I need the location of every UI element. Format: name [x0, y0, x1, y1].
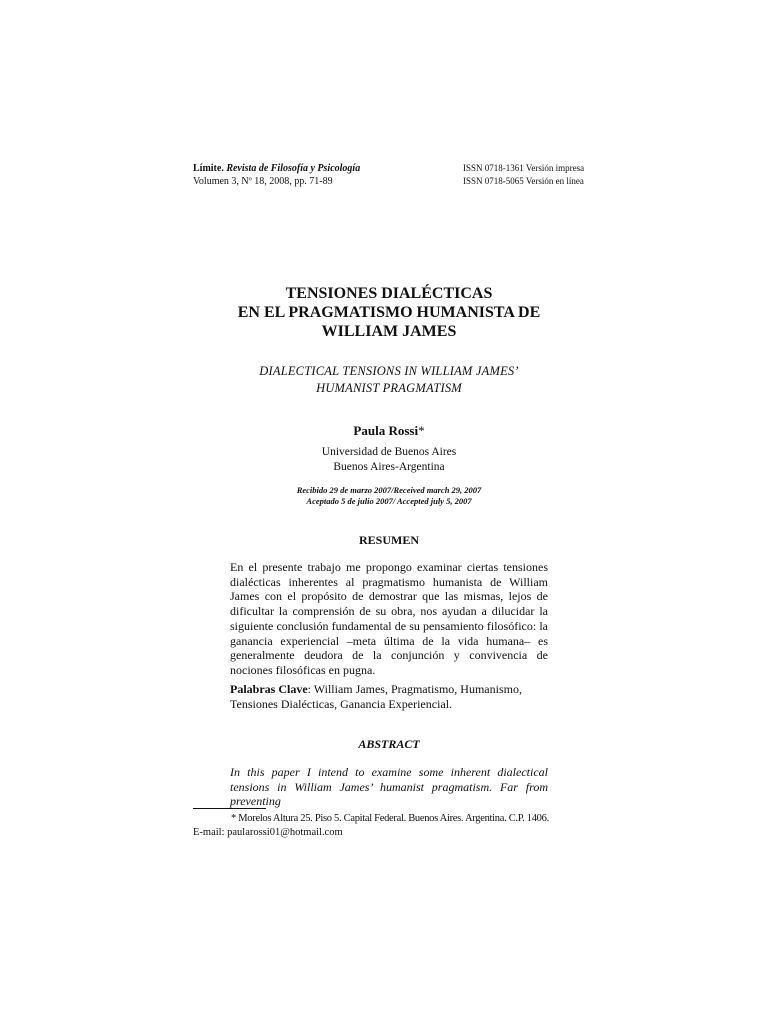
journal-citation	[193, 162, 458, 188]
title-en-line: DIALECTICAL TENSIONS IN WILLIAM JAMES’	[259, 364, 519, 378]
affiliation-line: Universidad de Buenos Aires	[321, 446, 457, 458]
keywords	[230, 682, 548, 711]
footnote-rule	[193, 808, 266, 809]
title-es-line: TENSIONES DIALÉCTICAS	[285, 285, 493, 302]
volume-line: Volumen 3, Nº 18, 2008, pp. 71-89	[193, 176, 333, 187]
title-es-line: WILLIAM JAMES	[321, 323, 457, 340]
title-english	[190, 363, 588, 397]
keywords-list: : William James, Pragmatismo, Humanismo, Tensiones Dialécticas, Ganancia Experiencial.	[230, 682, 522, 711]
author-name: Paula Rossi	[353, 423, 419, 438]
received-date: Recibido 29 de marzo 2007/Received march 29, 2007	[296, 485, 482, 495]
abstract-heading: ABSTRACT	[358, 737, 420, 751]
footnote	[193, 812, 593, 840]
resumen-body: En el presente trabajo me propongo examinar ciertas tensiones dialécticas inherentes al pragmatismo humanista de William James con el propósito de demostrar que las mismas, lejos de dificultar la comprensión de su obra, nos ayudan a dilucidar la siguiente conclusión fundamental de su pensamiento filosófico: la ganancia experiencial –meta última de la vida humana– es generalmente deudora de la conjunción y convivencia de nociones filosóficas en pugna.	[230, 560, 548, 677]
issn-block	[463, 162, 588, 188]
affiliation-line: Buenos Aires-Argentina	[333, 460, 445, 473]
submission-dates	[190, 485, 588, 507]
keywords-label: Palabras Clave	[230, 682, 308, 696]
footnote-email: E-mail: paularossi01@hotmail.com	[193, 827, 343, 838]
article-title-block	[190, 284, 588, 397]
title-en-line: HUMANIST PRAGMATISM	[316, 381, 462, 395]
journal-subtitle: Revista de Filosofía y Psicología	[226, 163, 361, 174]
title-es-line: EN EL PRAGMATISMO HUMANISTA DE	[237, 304, 541, 321]
resumen-heading: RESUMEN	[358, 533, 419, 547]
title-spanish	[190, 284, 588, 341]
footnote-address: * Morelos Altura 25. Piso 5. Capital Federal. Buenos Aires. Argentina. C.P. 1406.	[231, 813, 549, 824]
abstract-body: In this paper I intend to examine some inherent dialectical tensions in William James’ humanist pragmatism. Far from preventing	[230, 765, 548, 809]
issn-print: ISSN 0718-1361 Versión impresa	[463, 163, 585, 173]
accepted-date: Aceptado 5 de julio 2007/ Accepted july 5, 2007	[306, 496, 472, 506]
journal-title-line	[193, 162, 458, 175]
author-affiliation	[190, 445, 588, 474]
issn-online: ISSN 0718-5065 Versión en línea	[463, 176, 584, 186]
author-line	[190, 423, 588, 439]
journal-name: Límite.	[193, 163, 224, 174]
footnote-mark: *	[418, 423, 425, 438]
